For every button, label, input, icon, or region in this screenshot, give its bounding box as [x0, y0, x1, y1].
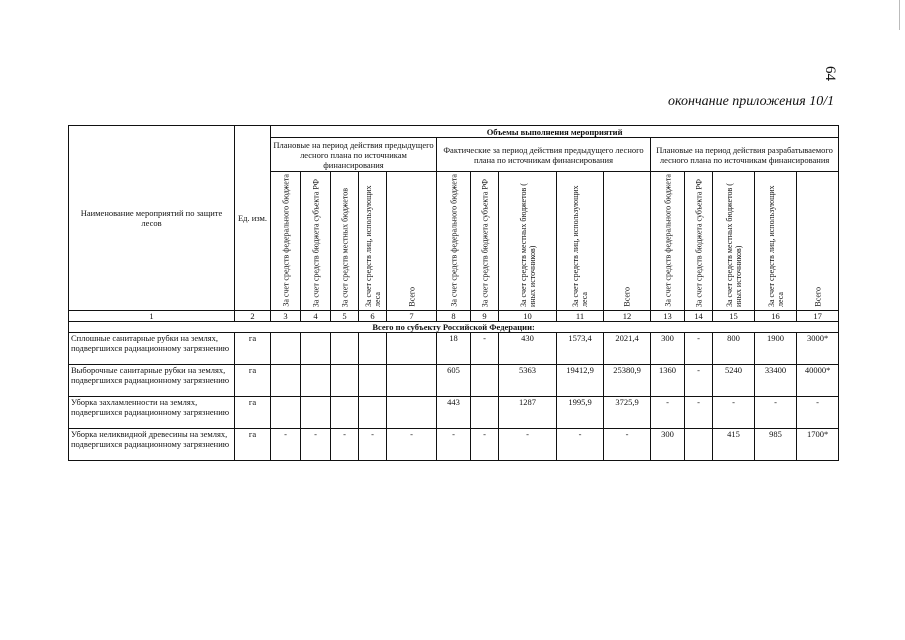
row-name: Сплошные санитарные рубки на землях, подвергшихся радиационному загрязнению — [69, 333, 235, 365]
row-name: Уборка захламленности на землях, подвергшихся радиационному загрязнению — [69, 397, 235, 429]
page-number: 64 — [822, 66, 838, 81]
header-group-actual-previous: Фактические за период действия предыдущего лесного плана по источникам финансирования — [437, 138, 651, 172]
row-value: - — [471, 333, 499, 365]
row-value: 1900 — [755, 333, 797, 365]
row-value — [331, 365, 359, 397]
row-value: - — [331, 429, 359, 461]
row-value: - — [651, 397, 685, 429]
table-row — [69, 397, 839, 429]
column-number: 3 — [271, 311, 301, 322]
header-col-14: За счет средств бюджета субъекта РФ — [685, 172, 713, 311]
header-col-11: За счет средств лиц, использующих леса — [557, 172, 604, 311]
row-value: 1360 — [651, 365, 685, 397]
header-col-10: За счет средств местных бюджетов ( иных источников) — [499, 172, 557, 311]
table-row — [69, 429, 839, 461]
column-number: 6 — [359, 311, 387, 322]
row-value: - — [713, 397, 755, 429]
appendix-subtitle: окончание приложения 10/1 — [668, 94, 835, 109]
row-value — [331, 333, 359, 365]
row-unit: га — [235, 397, 271, 429]
row-value — [301, 365, 331, 397]
scan-edge-mark — [899, 0, 900, 30]
header-col-3: За счет средств федерального бюджета — [271, 172, 301, 311]
row-name: Выборочные санитарные рубки на землях, подвергшихся радиационному загрязнению — [69, 365, 235, 397]
column-number: 17 — [797, 311, 839, 322]
column-number: 10 — [499, 311, 557, 322]
row-value: 33400 — [755, 365, 797, 397]
row-value: 1700* — [797, 429, 839, 461]
row-value: 800 — [713, 333, 755, 365]
column-number: 5 — [331, 311, 359, 322]
header-col-15: За счет средств местных бюджетов ( иных источников) — [713, 172, 755, 311]
header-col-6: За счет средств лиц, использующих леса — [359, 172, 387, 311]
column-number: 2 — [235, 311, 271, 322]
header-volumes: Объемы выполнения мероприятий — [271, 126, 839, 138]
row-value: 1995,9 — [557, 397, 604, 429]
row-value: - — [471, 429, 499, 461]
row-value — [301, 333, 331, 365]
row-value — [271, 365, 301, 397]
header-group-planned-previous: Плановые на период действия предыдущего лесного плана по источникам финансирования — [271, 138, 437, 172]
row-value: 3000* — [797, 333, 839, 365]
row-value: 3725,9 — [604, 397, 651, 429]
row-value — [301, 397, 331, 429]
row-value — [471, 365, 499, 397]
header-col-7: Всего — [387, 172, 437, 311]
row-value: - — [387, 429, 437, 461]
row-value: - — [301, 429, 331, 461]
header-col-8: За счет средств федерального бюджета — [437, 172, 471, 311]
header-col-16: За счет средств лиц, использующих леса — [755, 172, 797, 311]
header-col-17: Всего — [797, 172, 839, 311]
header-col-13: За счет средств федерального бюджета — [651, 172, 685, 311]
row-value: 25380,9 — [604, 365, 651, 397]
row-value: 985 — [755, 429, 797, 461]
header-col-12: Всего — [604, 172, 651, 311]
row-value — [387, 397, 437, 429]
row-value: - — [755, 397, 797, 429]
row-value: 605 — [437, 365, 471, 397]
row-unit: га — [235, 333, 271, 365]
row-value: - — [685, 397, 713, 429]
column-number: 13 — [651, 311, 685, 322]
column-number: 11 — [557, 311, 604, 322]
row-value: 300 — [651, 333, 685, 365]
row-value: - — [797, 397, 839, 429]
header-col-9: За счет средств бюджета субъекта РФ — [471, 172, 499, 311]
row-value: 1287 — [499, 397, 557, 429]
column-number: 15 — [713, 311, 755, 322]
row-value — [271, 397, 301, 429]
row-value — [387, 365, 437, 397]
row-value: 2021,4 — [604, 333, 651, 365]
row-value: - — [685, 365, 713, 397]
header-col-5: За счет средств местных бюджетов — [331, 172, 359, 311]
row-value — [271, 333, 301, 365]
row-value — [471, 397, 499, 429]
row-value: 19412,9 — [557, 365, 604, 397]
row-value: 415 — [713, 429, 755, 461]
column-number: 9 — [471, 311, 499, 322]
row-value: 40000* — [797, 365, 839, 397]
row-value: - — [359, 429, 387, 461]
row-unit: га — [235, 365, 271, 397]
row-value — [331, 397, 359, 429]
row-value: - — [271, 429, 301, 461]
column-number: 7 — [387, 311, 437, 322]
row-value: - — [604, 429, 651, 461]
row-name: Уборка неликвидной древесины на землях, подвергшихся радиационному загрязнению — [69, 429, 235, 461]
row-value: - — [437, 429, 471, 461]
row-value: - — [685, 333, 713, 365]
column-number: 1 — [69, 311, 235, 322]
row-unit: га — [235, 429, 271, 461]
column-number: 4 — [301, 311, 331, 322]
row-value — [387, 333, 437, 365]
column-number: 16 — [755, 311, 797, 322]
row-value: 300 — [651, 429, 685, 461]
row-value — [685, 429, 713, 461]
row-value: 1573,4 — [557, 333, 604, 365]
row-value: 5363 — [499, 365, 557, 397]
row-value: 18 — [437, 333, 471, 365]
header-unit: Ед. изм. — [235, 126, 271, 311]
row-value: - — [557, 429, 604, 461]
header-group-planned-new: Плановые на период действия разрабатываемого лесного плана по источникам финансирования — [651, 138, 839, 172]
section-title: Всего по субъекту Российской Федерации: — [69, 322, 839, 333]
column-number: 12 — [604, 311, 651, 322]
column-number: 14 — [685, 311, 713, 322]
row-value — [359, 333, 387, 365]
table-row — [69, 333, 839, 365]
measures-table — [68, 125, 839, 461]
row-value: 5240 — [713, 365, 755, 397]
header-col-4: За счет средств бюджета субъекта РФ — [301, 172, 331, 311]
column-number-row — [69, 311, 839, 322]
row-value — [359, 397, 387, 429]
row-value: 430 — [499, 333, 557, 365]
row-value — [359, 365, 387, 397]
column-number: 8 — [437, 311, 471, 322]
row-value: - — [499, 429, 557, 461]
table-row — [69, 365, 839, 397]
row-value: 443 — [437, 397, 471, 429]
header-name: Наименование мероприятий по защите лесов — [69, 126, 235, 311]
